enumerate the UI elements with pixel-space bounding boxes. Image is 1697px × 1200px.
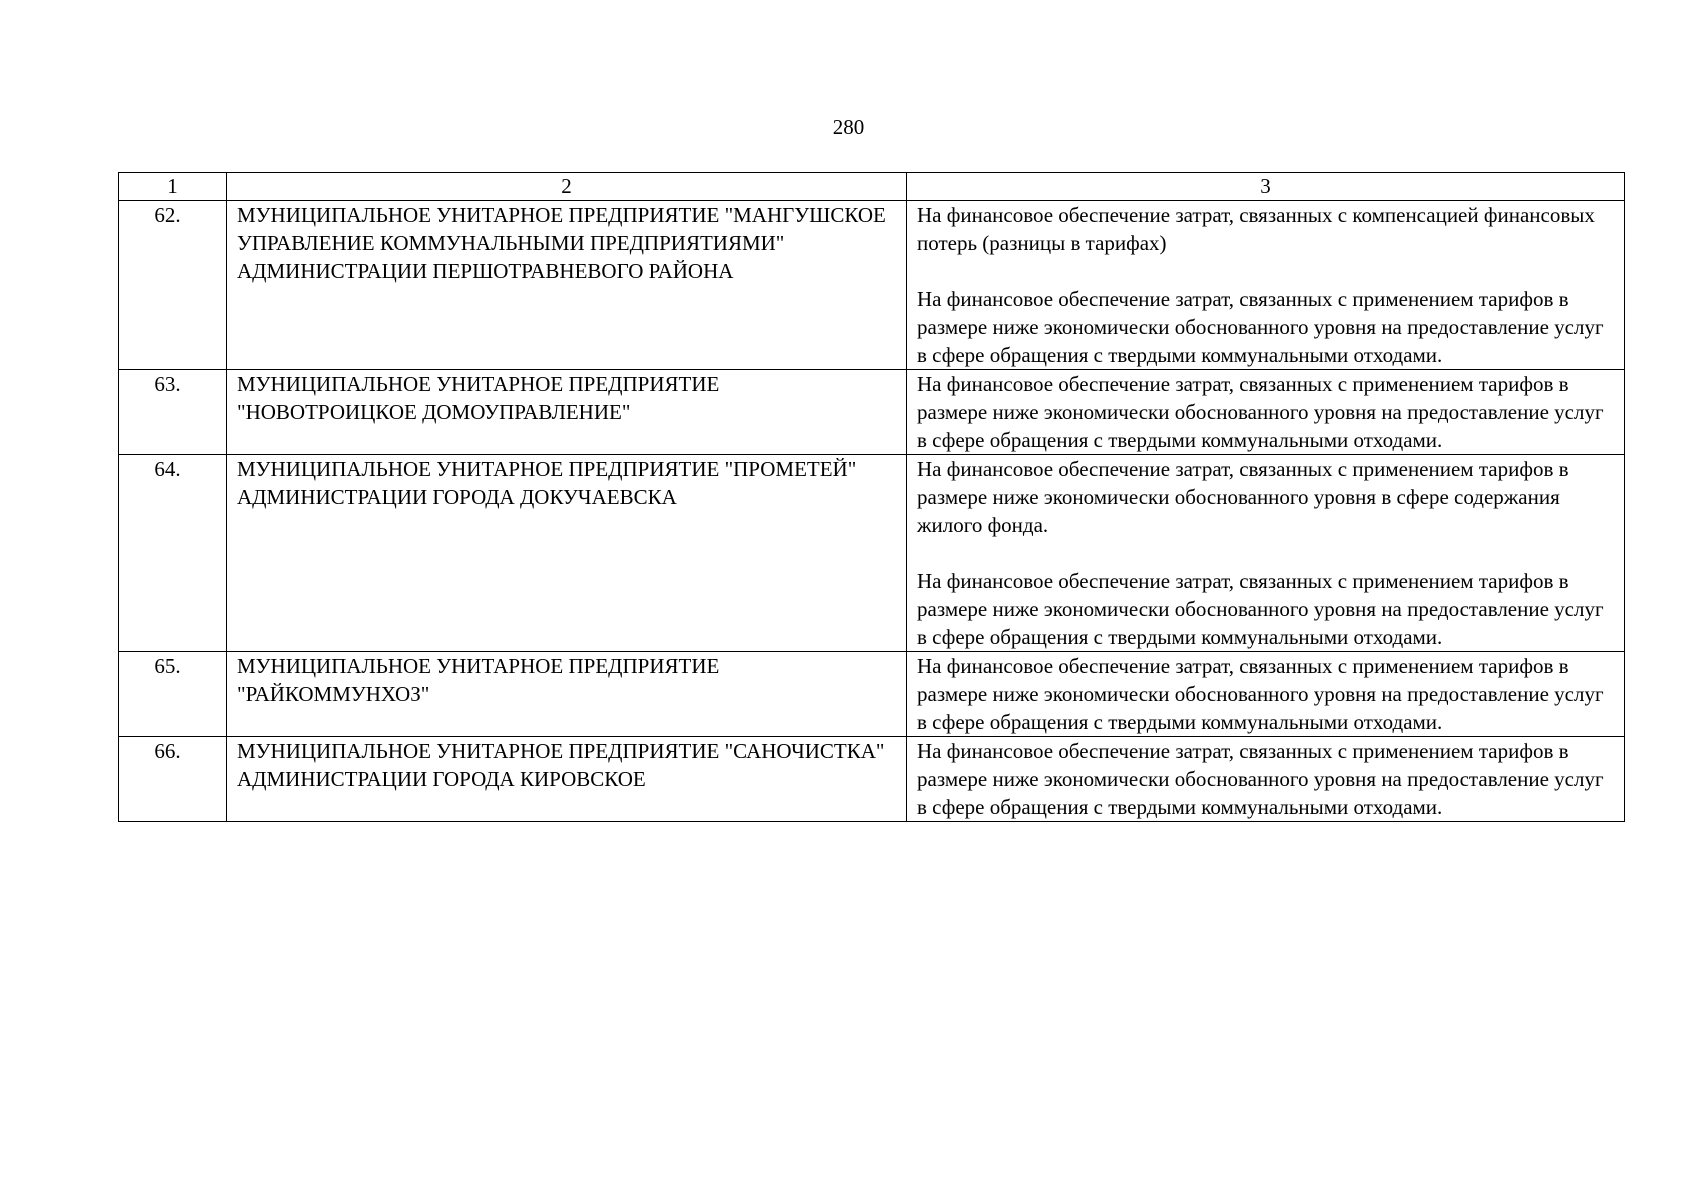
subsidy-purpose: На финансовое обеспечение затрат, связанных с применением тарифов в размере ниже экономически обоснованного уровня на предоставление услуг в сфере обращения с твердыми коммунальными отходами. xyxy=(917,569,1604,649)
row-number: 66. xyxy=(119,737,227,822)
subsidy-purpose: На финансовое обеспечение затрат, связанных с применением тарифов в размере ниже экономически обоснованного уровня в сфере содержания жилого фонда. xyxy=(917,457,1569,537)
enterprise-name: МУНИЦИПАЛЬНОЕ УНИТАРНОЕ ПРЕДПРИЯТИЕ "НОВОТРОИЦКОЕ ДОМОУПРАВЛЕНИЕ" xyxy=(227,370,907,455)
table-header-row xyxy=(119,173,1625,201)
enterprise-name: МУНИЦИПАЛЬНОЕ УНИТАРНОЕ ПРЕДПРИЯТИЕ "САНОЧИСТКА" АДМИНИСТРАЦИИ ГОРОДА КИРОВСКОЕ xyxy=(227,737,907,822)
subsidy-purpose: На финансовое обеспечение затрат, связанных с применением тарифов в размере ниже экономически обоснованного уровня на предоставление услуг в сфере обращения с твердыми коммунальными отходами. xyxy=(917,287,1604,367)
row-number: 65. xyxy=(119,652,227,737)
row-number: 63. xyxy=(119,370,227,455)
enterprises-table xyxy=(118,172,1625,822)
subsidy-purpose-cell xyxy=(907,370,1625,455)
table-row xyxy=(119,652,1625,737)
subsidy-purpose: На финансовое обеспечение затрат, связанных с применением тарифов в размере ниже экономически обоснованного уровня на предоставление услуг в сфере обращения с твердыми коммунальными отходами. xyxy=(917,372,1604,452)
table-row xyxy=(119,201,1625,370)
row-number: 64. xyxy=(119,455,227,652)
subsidy-purpose-cell xyxy=(907,455,1625,652)
table-row xyxy=(119,370,1625,455)
column-header-3: 3 xyxy=(907,173,1625,201)
enterprise-name: МУНИЦИПАЛЬНОЕ УНИТАРНОЕ ПРЕДПРИЯТИЕ "МАНГУШСКОЕ УПРАВЛЕНИЕ КОММУНАЛЬНЫМИ ПРЕДПРИЯТИЯМИ" АДМИНИСТРАЦИИ ПЕРШОТРАВНЕВОГО РАЙОНА xyxy=(227,201,907,370)
row-number: 62. xyxy=(119,201,227,370)
subsidy-purpose-cell xyxy=(907,652,1625,737)
page-number: 280 xyxy=(832,115,865,139)
subsidy-purpose: На финансовое обеспечение затрат, связанных с применением тарифов в размере ниже экономически обоснованного уровня на предоставление услуг в сфере обращения с твердыми коммунальными отходами. xyxy=(917,654,1604,734)
enterprise-name: МУНИЦИПАЛЬНОЕ УНИТАРНОЕ ПРЕДПРИЯТИЕ "ПРОМЕТЕЙ" АДМИНИСТРАЦИИ ГОРОДА ДОКУЧАЕВСКА xyxy=(227,455,907,652)
subsidy-purpose: На финансовое обеспечение затрат, связанных с компенсацией финансовых потерь (разницы в тарифах) xyxy=(917,203,1595,255)
column-header-2: 2 xyxy=(227,173,907,201)
column-header-1: 1 xyxy=(119,173,227,201)
subsidy-purpose-cell xyxy=(907,201,1625,370)
table-row xyxy=(119,737,1625,822)
enterprise-name: МУНИЦИПАЛЬНОЕ УНИТАРНОЕ ПРЕДПРИЯТИЕ "РАЙКОММУНХОЗ" xyxy=(227,652,907,737)
subsidy-purpose: На финансовое обеспечение затрат, связанных с применением тарифов в размере ниже экономически обоснованного уровня на предоставление услуг в сфере обращения с твердыми коммунальными отходами. xyxy=(917,739,1604,819)
table-body xyxy=(119,173,1625,822)
subsidy-purpose-cell xyxy=(907,737,1625,822)
table-row xyxy=(119,455,1625,652)
